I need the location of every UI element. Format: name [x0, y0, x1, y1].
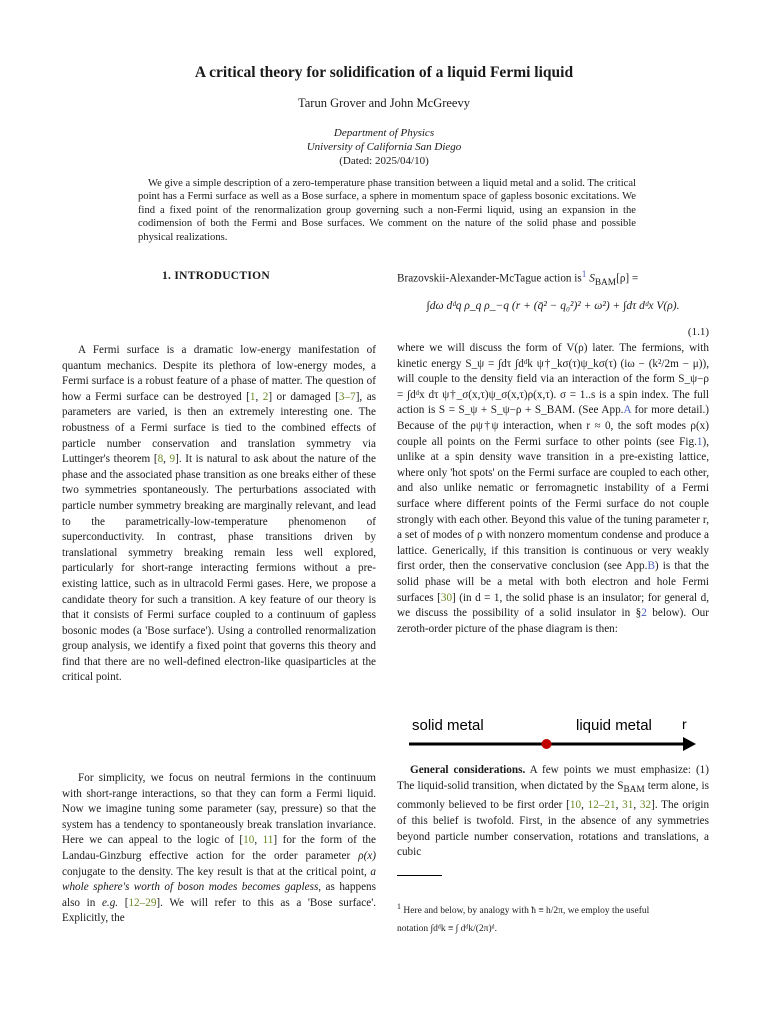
right-paragraph-2: where we will discuss the form of V(ρ) later. The fermions, with kinetic energy S_ψ = ∫dτ ∫dᵈk ψ†_kσ(τ)ψ_kσ(τ) (iω − (k²/2m − μ)), will couple to the density field via an interaction of the form S_ψ−ρ = ∫dᵈx dτ ψ†_σ(x,τ)ψ_σ(x,τ)ρ(x,τ). σ = 1..s is a spin index. The full action is S = S_ψ + S_ψ−ρ + S_BAM. (See App.A for more detail.) Because of the ρψ†ψ interaction, when r ≈ 0, the soft modes ρ(x) couple all points on the Fermi surface to other points (see Fig.1), unlike at a spin density wave transition in a pre-existing lattice, where only 'hot spots' on the Fermi surface are coupled to each other, and also unlike nematic or ferromagnetic instability of a Fermi surface where different points of the Fermi surface do not couple strongly with each other. Beyond this value of the tuning parameter r, a set of modes of ρ with nonzero momentum condense and produce a lattice. Generically, if this transition is continuous or very weakly first order, then the conservative conclusion (see App.B) is that the solid phase will be a metal with both electron and hole Fermi surfaces [30] (in d = 1, the solid phase is an insulator; for general d, we discuss the possibility of a solid insulator in §2 below). Our zeroth-order picture of the phase diagram is then:	[397, 342, 710, 635]
citation-link[interactable]: 12–21	[587, 799, 616, 812]
right-paragraph-3: General considerations. A few points we must emphasize: (1) The liquid-solid transition, when dictated by the $S_{BAM}$ term alone, is commonly believed to be first order [10, 12–21, 31, 32]. The origin of this belief is twofold. First, in the absence of any symmetries beyond particle number conservation, rotations and translations, a cubic	[397, 764, 710, 859]
axis-label-r: r	[682, 716, 687, 732]
phase-label-liquid: liquid metal	[576, 717, 652, 734]
section-title: 1. INTRODUCTION	[161, 270, 270, 282]
footnote: $^1$ Here and below, by analogy with ħ ≡ h/2π, we employ the useful notation ∫dᵈk ≡ ∫ dᵈk/(2π)ᵈ.	[397, 902, 650, 935]
citation-link[interactable]: 31	[622, 799, 634, 812]
equation-1-1: ∫dω dᵈq ρ_q ρ_−q (r + (q̄² − q₀²)² + ω²) + ∫dτ dᵈx V(ρ).	[426, 300, 680, 312]
right-paragraph-1: Brazovskii-Alexander-McTague action $is^1$ $S_{BAM}[\rho]$ =	[397, 270, 639, 288]
appendix-link[interactable]: A	[623, 404, 631, 417]
intro-paragraph-2: For simplicity, we focus on neutral fermions in the continuum with short-range interactions, so that they can form a Fermi liquid. Now we imagine tuning some parameter (say, pressure) so that the system has a tendency to spontaneously break translation invariance. Here we can appeal to the logic of [10, 11] for the form of the Landau-Ginzburg effective action for the order parameter ρ(x) conjugate to the density. The key result is that at the critical point, a whole sphere's worth of boson modes becomes gapless, as happens also in e.g. [12–29]. We will refer to this as a 'Bose surface'. Explicitly, the	[62, 772, 377, 925]
citation-link[interactable]: 30	[440, 591, 453, 604]
section-link[interactable]: 2	[641, 607, 647, 620]
citation-link[interactable]: 11	[262, 834, 274, 847]
citation-link[interactable]: 12–29	[128, 896, 157, 909]
arrowhead-icon	[683, 737, 696, 751]
citation-link[interactable]: 1	[249, 390, 256, 403]
appendix-link[interactable]: B	[647, 560, 655, 573]
dated-line: (Dated: 2025/04/10)	[339, 155, 429, 167]
affiliation-university: University of California San Diego	[306, 141, 462, 153]
citation-link[interactable]: 32	[639, 799, 652, 812]
footnote-rule	[397, 875, 442, 876]
phase-label-solid: solid metal	[412, 717, 484, 734]
intro-paragraph-1: A Fermi surface is a dramatic low-energy manifestation of quantum mechanics. Despite its plethora of low-energy modes, a Fermi surface is a robust feature of a phase of matter. The question of how a Fermi surface can be destroyed [1, 2] or damaged [3–7], as parameters are varied, is then an extremely interesting one. The robustness of a Fermi surface is tied to the combined effects of particle number conservation and translation symmetry via Luttinger's theorem [8, 9]. It is natural to ask about the nature of the phase and the associated phase transition as one breaks either of these two symmetries spontaneously. The perturbations associated with particle number symmetry breaking are marginally relevant, and lead to the parametrically-low-temperature phenomenon of superconductivity. In contrast, phase transitions driven by translational symmetry breaking remain less well explored, particularly for short-range interacting fermions without a pre-existing lattice, such as in ultracold Fermi gases. Here, we propose a candidate theory for such a transition. A key feature of our theory is that it consists of Fermi surface coupled to a continuum of gapless bosonic modes (a 'Bose surface'). Using a controlled renormalization group analysis, we identify a fixed point that governs this theory and find that there are no well-defined electron-like quasiparticles at the critical point.	[62, 344, 377, 684]
authors: Tarun Grover and John McGreevy	[298, 96, 470, 110]
citation-link[interactable]: 10	[569, 799, 582, 812]
citation-link[interactable]: 10	[243, 834, 255, 847]
affiliation-department: Department of Physics	[333, 127, 435, 139]
critical-point	[542, 739, 552, 749]
abstract: We give a simple description of a zero-temperature phase transition between a liquid metal and a solid. The critical point has a Fermi surface as well as a Bose surface, a sphere in momentum space of gapless bosonic excitations. We find a fixed point of the renormalization group governing such a non-Fermi liquid, using an expansion in the codimension of both the Fermi and Bose surfaces. We comment on the nature of the solid phase and possible physical realizations.	[138, 178, 636, 243]
paper-title: A critical theory for solidification of a liquid Fermi liquid	[194, 64, 574, 81]
citation-link[interactable]: 2	[262, 390, 269, 403]
equation-number: (1.1)	[687, 326, 709, 338]
figure-link[interactable]: 1	[696, 435, 703, 448]
citation-link[interactable]: 8	[157, 453, 164, 466]
phase-diagram	[404, 705, 704, 755]
citation-link[interactable]: 3–7	[338, 390, 356, 403]
footnote-marker[interactable]: 1	[581, 270, 587, 280]
citation-link[interactable]: 9	[169, 453, 176, 466]
